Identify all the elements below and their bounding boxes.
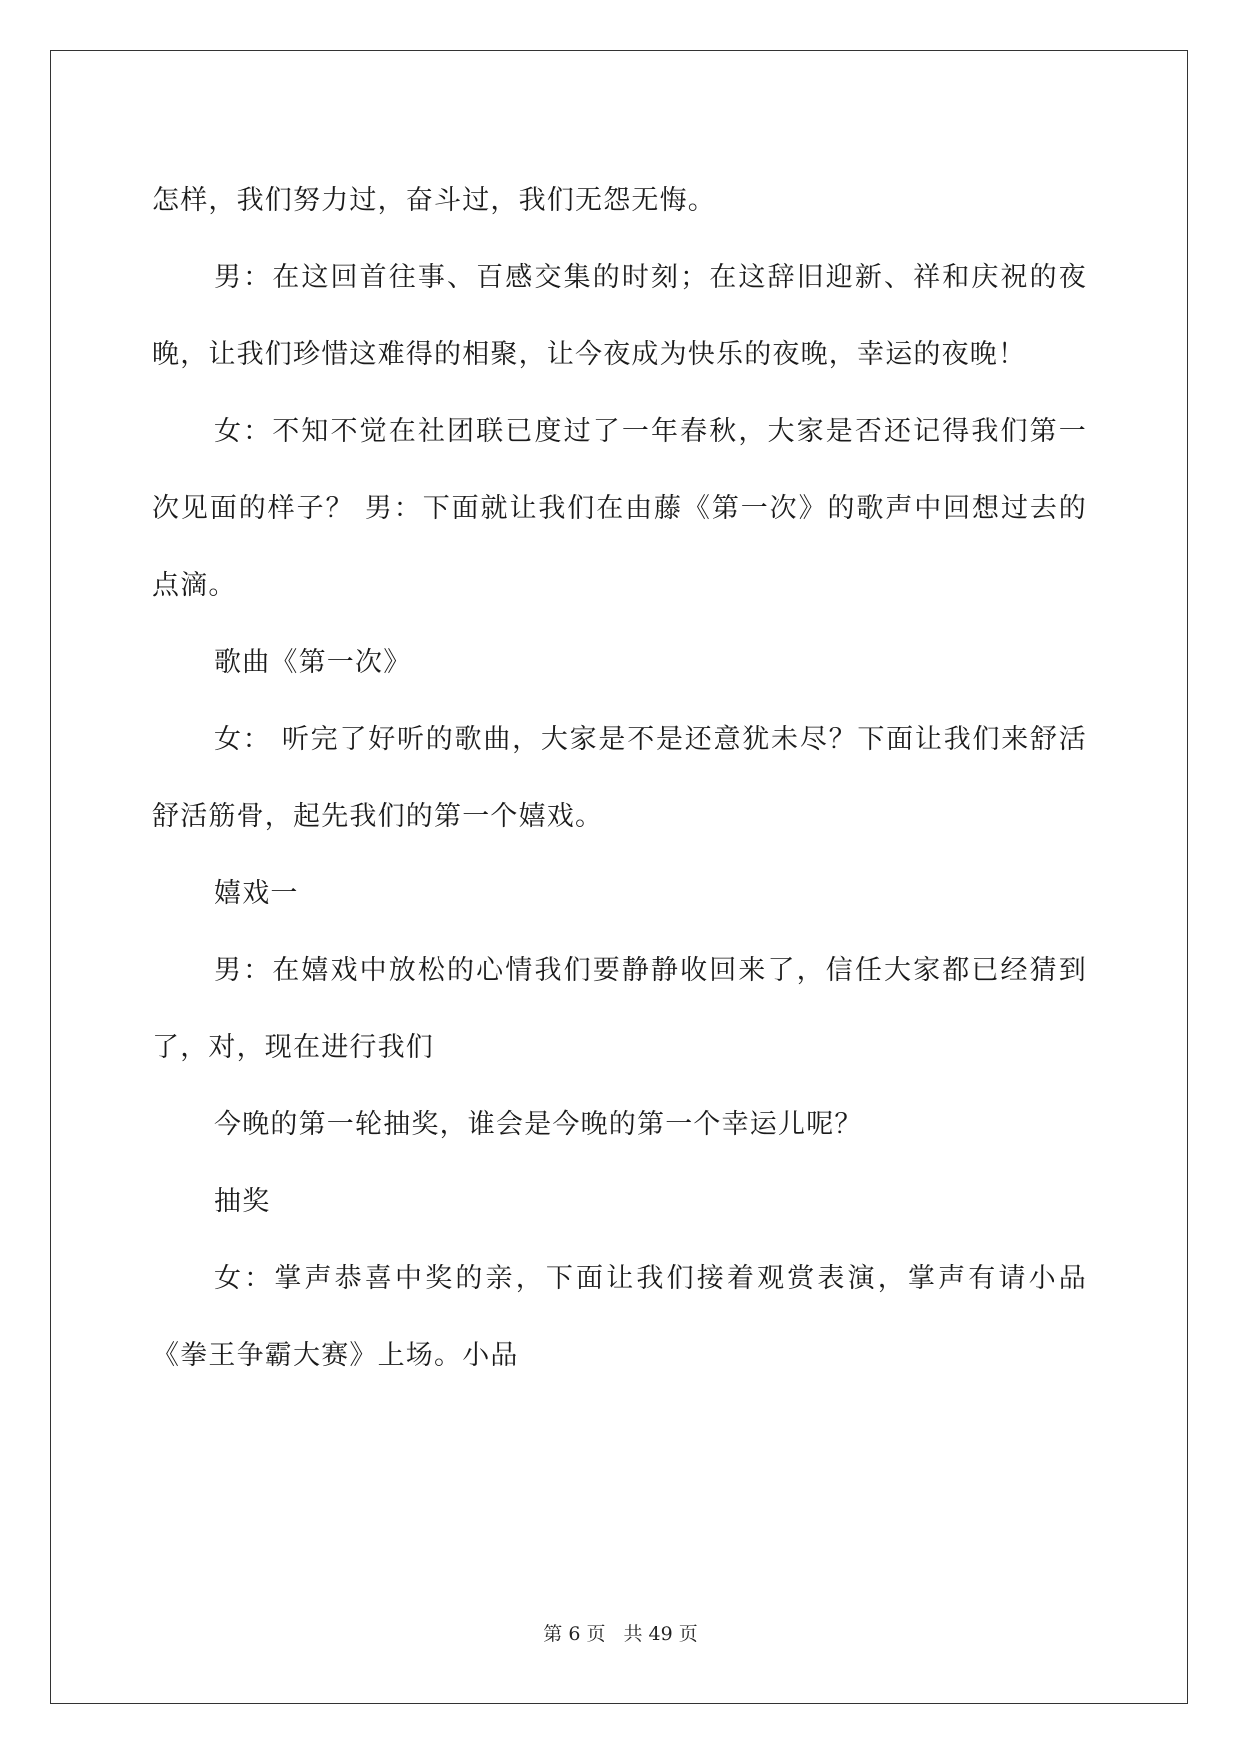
paragraph: 女：掌声恭喜中奖的亲，下面让我们接着观赏表演，掌声有请小品《拳王争霸大赛》上场。小品 — [152, 1263, 1087, 1371]
page-number-current: 第 6 页 — [543, 1623, 606, 1645]
page-number-total: 共 49 页 — [623, 1623, 698, 1645]
paragraph: 嬉戏一 — [214, 878, 299, 909]
paragraph: 歌曲《第一次》 — [214, 647, 412, 678]
paragraph: 怎样，我们努力过，奋斗过，我们无怨无悔。 — [152, 185, 716, 216]
paragraph: 男：在嬉戏中放松的心情我们要静静收回来了，信任大家都已经猜到了，对，现在进行我们 — [152, 955, 1087, 1063]
page-footer — [0, 1622, 1241, 1646]
paragraph: 抽奖 — [214, 1186, 271, 1217]
paragraph: 女：不知不觉在社团联已度过了一年春秋，大家是否还记得我们第一次见面的样子？ 男：下面就让我们在由藤《第一次》的歌声中回想过去的点滴。 — [152, 416, 1087, 601]
document-body — [152, 162, 1087, 1394]
paragraph: 女： 听完了好听的歌曲，大家是不是还意犹未尽？下面让我们来舒活舒活筋骨，起先我们的第一个嬉戏。 — [152, 724, 1087, 832]
paragraph: 今晚的第一轮抽奖，谁会是今晚的第一个幸运儿呢？ — [214, 1109, 863, 1140]
paragraph: 男：在这回首往事、百感交集的时刻；在这辞旧迎新、祥和庆祝的夜晚，让我们珍惜这难得的相聚，让今夜成为快乐的夜晚，幸运的夜晚！ — [152, 262, 1087, 370]
